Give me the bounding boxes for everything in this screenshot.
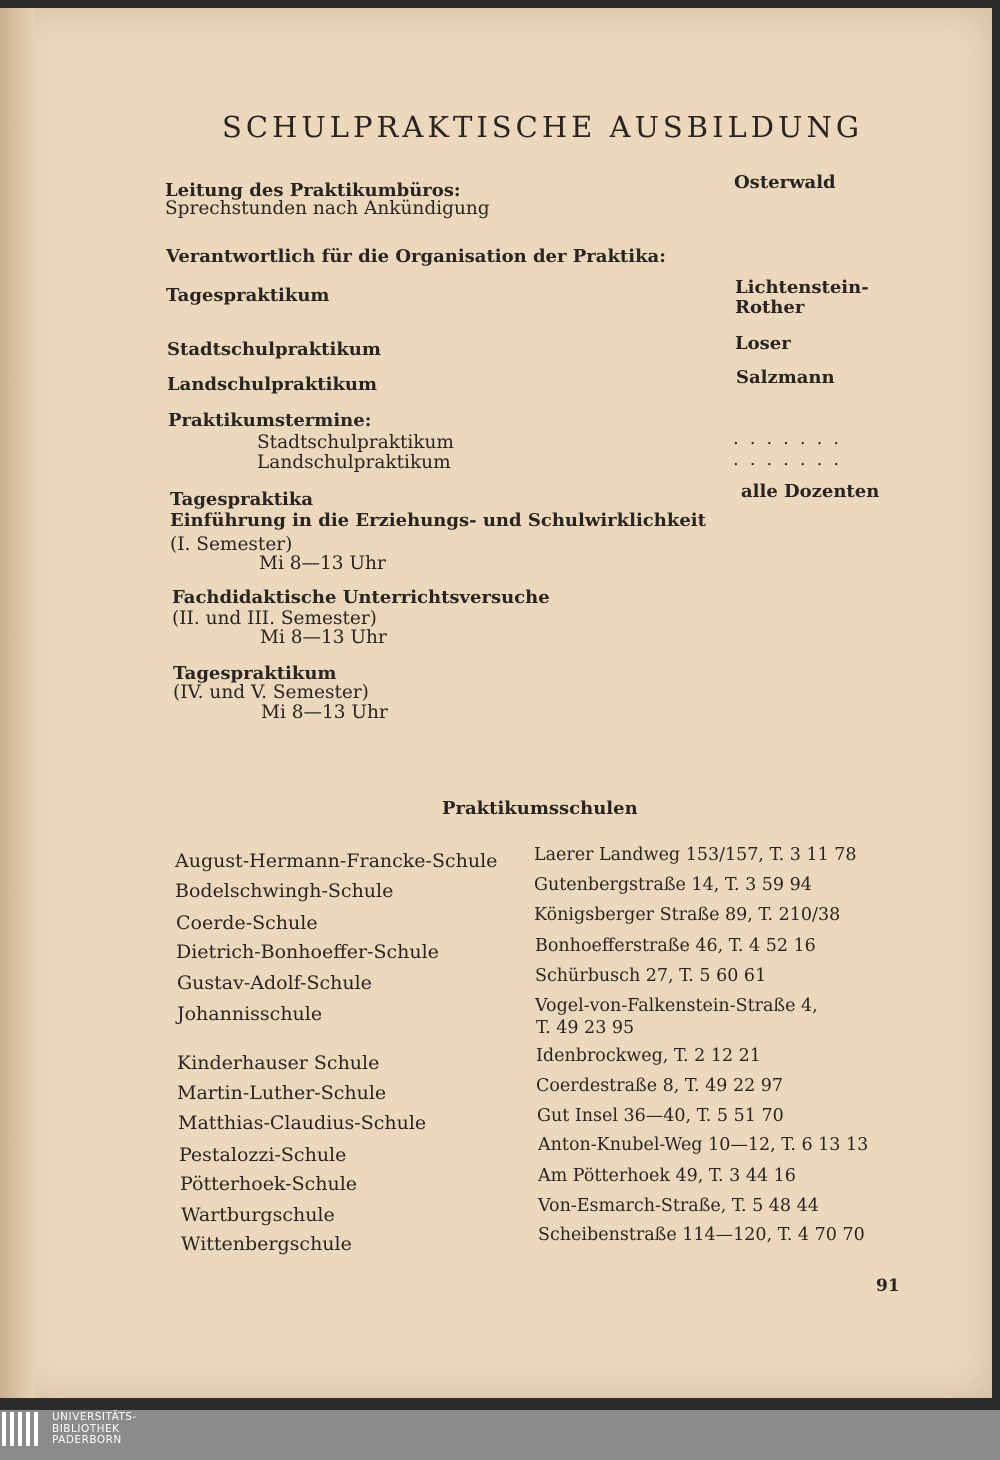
school-address: Coerdestraße 8, T. 49 22 97: [536, 1076, 784, 1096]
school-name: Bodelschwingh-Schule: [175, 880, 394, 902]
school-name: Kinderhauser Schule: [177, 1052, 380, 1074]
leitung-label: Leitung des Praktikumbüros:: [165, 180, 461, 201]
termine-heading: Praktikumstermine:: [168, 410, 372, 431]
termine-dots-land: .......: [733, 449, 851, 470]
tagespraktika-person: alle Dozenten: [741, 481, 880, 502]
termine-dots-stadt: .......: [733, 428, 851, 449]
school-name: Gustav-Adolf-Schule: [177, 972, 372, 994]
school-address: Bonhoefferstraße 46, T. 4 52 16: [535, 936, 816, 956]
school-address: Gutenbergstraße 14, T. 3 59 94: [534, 875, 812, 895]
verantwortlich-label-tages: Tagespraktikum: [166, 285, 330, 306]
footer-bar: [0, 1410, 1000, 1460]
block-2-title: Fachdidaktische Unterrichtsversuche: [172, 587, 550, 608]
block-2-semester: (II. und III. Semester): [172, 608, 377, 629]
school-name: Wartburgschule: [181, 1204, 335, 1226]
page-title: SCHULPRAKTISCHE AUSBILDUNG: [222, 110, 864, 144]
school-name: Martin-Luther-Schule: [177, 1082, 387, 1104]
tagespraktika-heading: Tagespraktika: [170, 489, 313, 510]
school-name: Johannisschule: [177, 1003, 323, 1025]
block-3-time: Mi 8—13 Uhr: [261, 702, 388, 723]
leitung-sub: Sprechstunden nach Ankündigung: [165, 198, 490, 219]
school-name: Dietrich-Bonhoeffer-Schule: [176, 941, 439, 963]
verantwortlich-heading: Verantwortlich für die Organisation der Praktika:: [166, 246, 666, 267]
school-address: Anton-Knubel-Weg 10—12, T. 6 13 13: [538, 1135, 869, 1155]
termine-label-stadt: Stadtschulpraktikum: [257, 432, 454, 453]
block-2-time: Mi 8—13 Uhr: [260, 627, 387, 648]
page-number: 91: [876, 1276, 900, 1296]
block-1-semester: (I. Semester): [170, 534, 293, 555]
verantwortlich-label-land: Landschulpraktikum: [167, 374, 378, 395]
school-address: Vogel-von-Falkenstein-Straße 4,: [535, 996, 818, 1016]
school-address-line2: T. 49 23 95: [536, 1018, 635, 1038]
block-1-time: Mi 8—13 Uhr: [259, 553, 386, 574]
library-name-line1: UNIVERSITÄTS-: [52, 1411, 137, 1423]
school-address: Gut Insel 36—40, T. 5 51 70: [537, 1106, 784, 1126]
termine-label-land: Landschulpraktikum: [257, 452, 451, 473]
school-name: Wittenbergschule: [181, 1233, 352, 1255]
school-address: Scheibenstraße 114—120, T. 4 70 70: [538, 1225, 865, 1245]
library-name-line2: BIBLIOTHEK: [52, 1422, 120, 1435]
school-name: Coerde-Schule: [176, 912, 318, 934]
verantwortlich-person-stadt: Loser: [735, 333, 791, 354]
school-name: Pestalozzi-Schule: [179, 1144, 347, 1166]
school-name: Matthias-Claudius-Schule: [178, 1112, 427, 1134]
library-name-line3: PADERBORN: [52, 1434, 122, 1446]
leitung-person: Osterwald: [734, 172, 836, 193]
verantwortlich-person-tages-1: Lichtenstein-: [735, 277, 869, 298]
school-address: Königsberger Straße 89, T. 210/38: [534, 905, 841, 925]
schulen-heading: Praktikumsschulen: [442, 798, 638, 819]
school-address: Idenbrockweg, T. 2 12 21: [536, 1046, 761, 1066]
block-3-semester: (IV. und V. Semester): [173, 682, 369, 703]
verantwortlich-label-stadt: Stadtschulpraktikum: [167, 339, 381, 360]
school-name: August-Hermann-Francke-Schule: [175, 850, 498, 872]
verantwortlich-person-land: Salzmann: [736, 367, 835, 388]
library-name: [52, 1412, 137, 1447]
school-address: Schürbusch 27, T. 5 60 61: [535, 966, 767, 986]
school-address: Von-Esmarch-Straße, T. 5 48 44: [538, 1196, 819, 1216]
verantwortlich-person-tages-2: Rother: [735, 297, 805, 318]
book-spine: [0, 8, 34, 1398]
block-1-title: Einführung in die Erziehungs- und Schulwirklichkeit: [170, 510, 706, 531]
school-address: Am Pötterhoek 49, T. 3 44 16: [538, 1166, 796, 1186]
block-3-title: Tagespraktikum: [173, 663, 337, 684]
school-name: Pötterhoek-Schule: [180, 1173, 358, 1195]
school-address: Laerer Landweg 153/157, T. 3 11 78: [534, 845, 857, 865]
library-logo-icon: [2, 1412, 42, 1452]
book-page: [14, 8, 992, 1398]
